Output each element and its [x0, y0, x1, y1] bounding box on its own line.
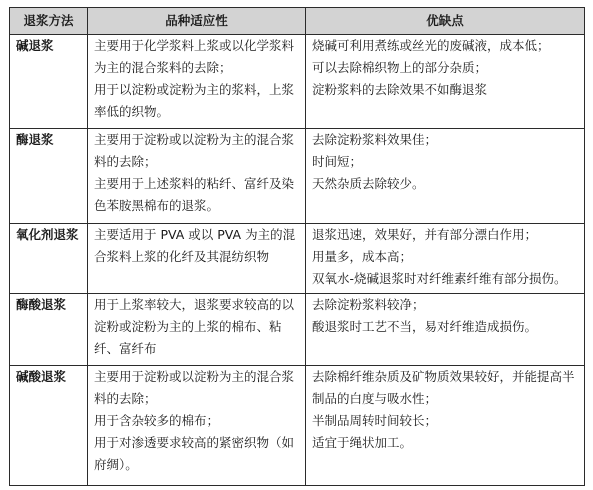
suitability-line: 用于对渗透要求较高的紧密织物（如府绸）。 — [94, 435, 295, 472]
header-method: 退浆方法 — [10, 8, 88, 35]
table-row — [10, 294, 585, 366]
method-cell: 酶酸退浆 — [10, 294, 88, 366]
pros-cons-line: 去除淀粉浆料较净； — [312, 297, 425, 312]
suitability-cell — [88, 129, 306, 224]
pros-cons-line: 淀粉浆料的去除效果不如酶退浆 — [312, 82, 488, 97]
pros-cons-line: 烧碱可利用煮练或丝光的废碱液，成本低； — [312, 38, 550, 53]
pros-cons-line: 去除淀粉浆料效果佳； — [312, 132, 438, 147]
table-row — [10, 35, 585, 129]
pros-cons-line: 退浆迅速，效果好，并有部分漂白作用； — [312, 227, 538, 242]
suitability-line: 主要用于上述浆料的粘纤、富纤及染色苯胺黑棉布的退浆。 — [94, 176, 295, 213]
pros-cons-cell — [306, 224, 585, 294]
header-pros-cons: 优缺点 — [306, 8, 585, 35]
table-row — [10, 224, 585, 294]
table-row — [10, 129, 585, 224]
pros-cons-cell — [306, 366, 585, 486]
table-header-row — [10, 8, 585, 35]
method-cell: 碱酸退浆 — [10, 366, 88, 486]
pros-cons-cell — [306, 129, 585, 224]
suitability-line: 主要用于化学浆料上浆或以化学浆料为主的混合浆料的去除； — [94, 38, 295, 75]
method-cell: 酶退浆 — [10, 129, 88, 224]
method-cell: 氧化剂退浆 — [10, 224, 88, 294]
pros-cons-line: 酸退浆时工艺不当，易对纤维造成损伤。 — [312, 319, 538, 334]
desizing-methods-table — [9, 7, 585, 486]
pros-cons-cell — [306, 35, 585, 129]
pros-cons-line: 天然杂质去除较少。 — [312, 176, 425, 191]
suitability-cell — [88, 366, 306, 486]
suitability-line: 用于含杂较多的棉布； — [94, 413, 220, 428]
suitability-line: 用于上浆率较大，退浆要求较高的以淀粉或淀粉为主的上浆的棉布、粘纤、富纤布 — [94, 297, 295, 356]
pros-cons-line: 双氧水-烧碱退浆时对纤维素纤维有部分损伤。 — [312, 271, 567, 286]
suitability-cell — [88, 294, 306, 366]
header-suitability: 品种适应性 — [88, 8, 306, 35]
table-row — [10, 366, 585, 486]
method-cell: 碱退浆 — [10, 35, 88, 129]
suitability-line: 主要用于淀粉或以淀粉为主的混合浆料的去除； — [94, 132, 295, 169]
pros-cons-cell — [306, 294, 585, 366]
pros-cons-line: 适宜于绳状加工。 — [312, 435, 413, 450]
pros-cons-line: 用量多，成本高； — [312, 249, 413, 264]
suitability-line: 主要用于淀粉或以淀粉为主的混合浆料的去除； — [94, 369, 295, 406]
pros-cons-line: 半制品周转时间较长； — [312, 413, 438, 428]
suitability-cell — [88, 224, 306, 294]
suitability-line: 主要适用于 PVA 或以 PVA 为主的混合浆料上浆的化纤及其混纺织物 — [94, 227, 296, 264]
pros-cons-line: 去除棉纤维杂质及矿物质效果较好，并能提高半制品的白度与吸水性； — [312, 369, 575, 406]
suitability-cell — [88, 35, 306, 129]
pros-cons-line: 可以去除棉织物上的部分杂质； — [312, 60, 488, 75]
pros-cons-line: 时间短； — [312, 154, 363, 169]
suitability-line: 用于以淀粉或淀粉为主的浆料，上浆率低的织物。 — [94, 82, 295, 119]
